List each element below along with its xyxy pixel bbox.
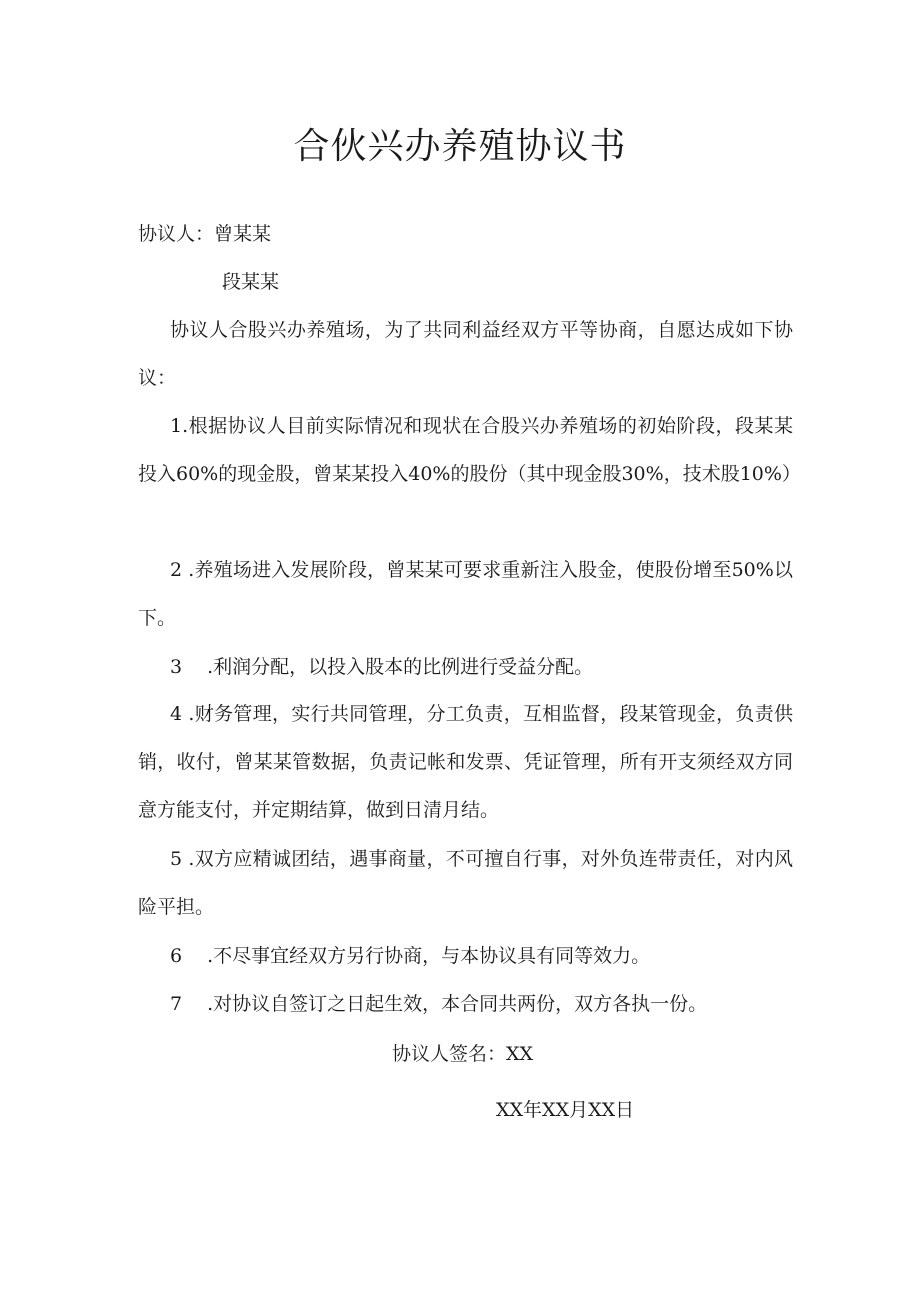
- date-line: XX年XX月XX日: [496, 1099, 635, 1121]
- clause-3: 3 .利润分配，以投入股本的比例进行受益分配。: [170, 656, 594, 678]
- signature-line: 协议人签名：XX: [392, 1043, 534, 1065]
- clause-5: 5 .双方应精诚团结，遇事商量，不可擅自行事，对外负连带责任，对内风险平担。: [138, 848, 793, 918]
- party-second: 段某某: [222, 271, 280, 293]
- clause-1: 1.根据协议人目前实际情况和现状在合股兴办养殖场的初始阶段，段某某投入60%的现金股，曾某某投入40%的股份（其中现金股30%，技术股10%）: [138, 415, 801, 485]
- document-title: 合伙兴办养殖协议书: [293, 126, 627, 167]
- clause-7: 7 .对协议自签订之日起生效，本合同共两份，双方各执一份。: [170, 993, 708, 1015]
- clause-2: 2 .养殖场进入发展阶段，曾某某可要求重新注入股金，使股份增至50%以下。: [138, 559, 793, 629]
- clause-6: 6 .不尽事宜经双方另行协商，与本协议具有同等效力。: [170, 945, 651, 967]
- party-label: 协议人：曾某某: [138, 223, 272, 245]
- clause-4: 4 .财务管理，实行共同管理，分工负责，互相监督，段某管现金，负责供销，收付，曾某某管数据，负责记帐和发票、凭证管理，所有开支须经双方同意方能支付，并定期结算，做到日清月结。: [138, 703, 793, 821]
- intro-paragraph: 协议人合股兴办养殖场，为了共同利益经双方平等协商，自愿达成如下协议：: [138, 319, 793, 389]
